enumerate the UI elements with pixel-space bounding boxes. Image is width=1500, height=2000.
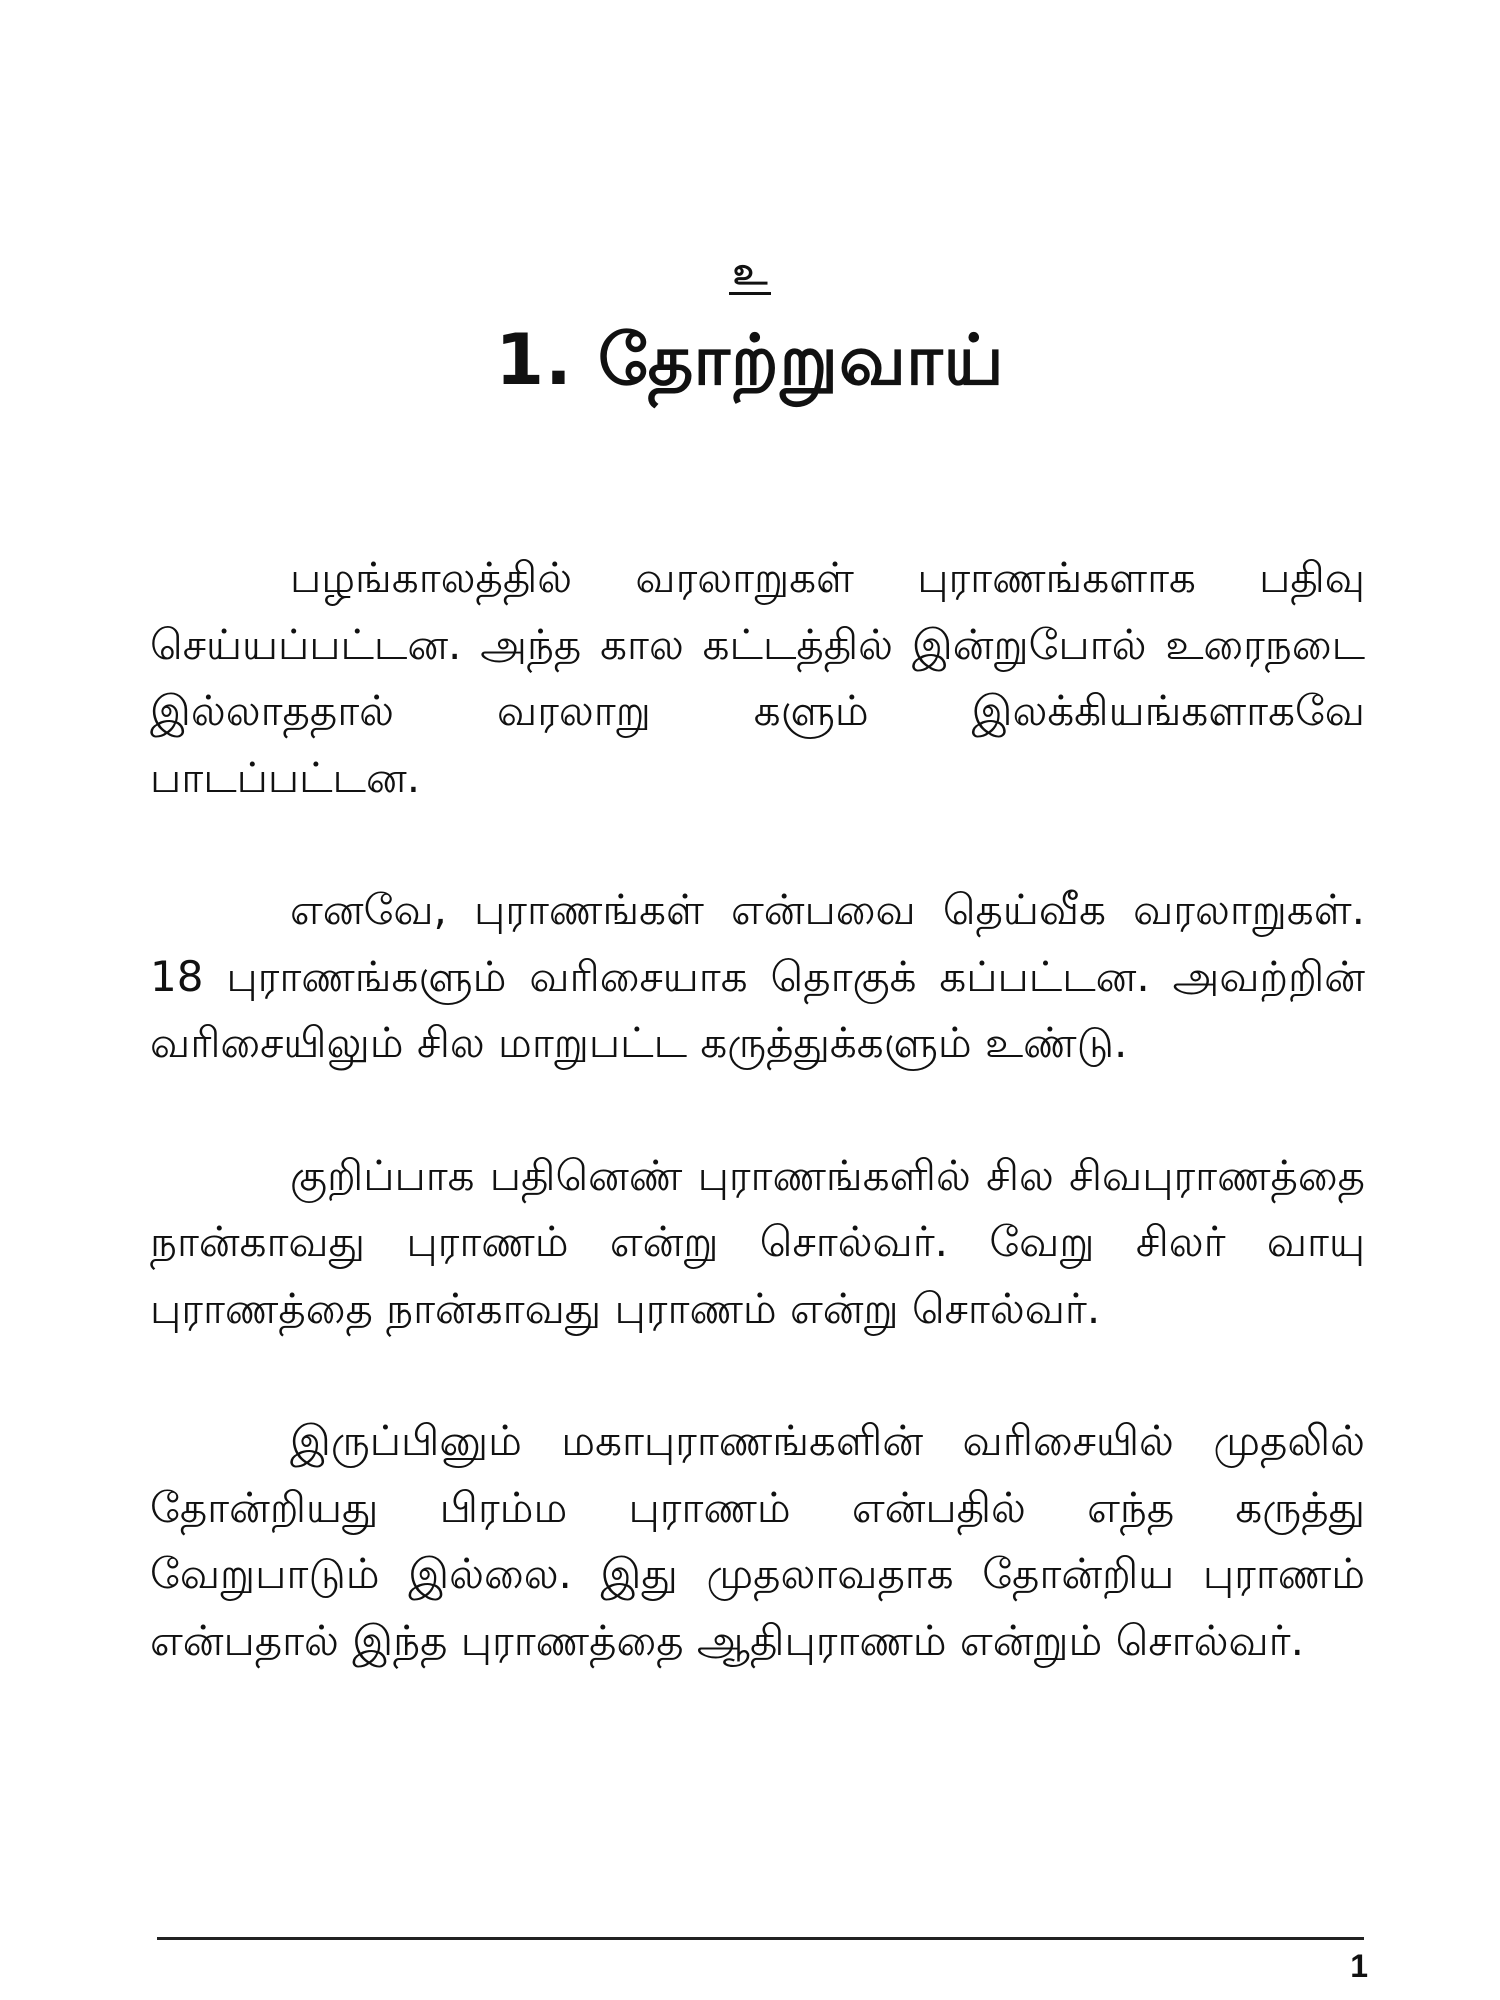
paragraph-3: குறிப்பாக பதினெண் புராணங்களில் சில சிவபுராணத்தை நான்காவது புராணம் என்று சொல்வர். வேறு சிலர் வாயு புராணத்தை நான்காவது புராணம் என்று சொல்வர்.	[150, 1150, 1365, 1333]
paragraph-4: இருப்பினும் மகாபுராணங்களின் வரிசையில் முதலில் தோன்றியது பிரம்ம புராணம் என்பதில் எந்த கருத்து வேறுபாடும் இல்லை. இது முதலாவதாக தோன்றிய புராணம் என்பதால் இந்த புராணத்தை ஆதிபுராணம் என்றும் சொல்வர்.	[150, 1416, 1365, 1665]
page-number: 1	[1350, 1948, 1368, 1984]
paragraph-2: எனவே, புராணங்கள் என்பவை தெய்வீக வரலாறுகள். 18 புராணங்களும் வரிசையாக தொகுக் கப்பட்டன. அவற்றின் வரிசையிலும் சில மாறுபட்ட கருத்துக்களும் உண்டு.	[150, 885, 1365, 1067]
paragraph-1: பழங்காலத்தில் வரலாறுகள் புராணங்களாக பதிவு செய்யப்பட்டன. அந்த கால கட்டத்தில் இன்றுபோல் உரைநடை இல்லாததால் வரலாறு களும் இலக்கியங்களாகவே பாடப்பட்டன.	[150, 553, 1365, 802]
footer-divider	[157, 1937, 1364, 1940]
chapter-body	[150, 545, 1365, 1674]
invocation-text: உ	[729, 252, 771, 295]
chapter-title: 1. தோற்றுவாய்	[495, 319, 1005, 401]
invocation-mark	[0, 249, 1500, 295]
